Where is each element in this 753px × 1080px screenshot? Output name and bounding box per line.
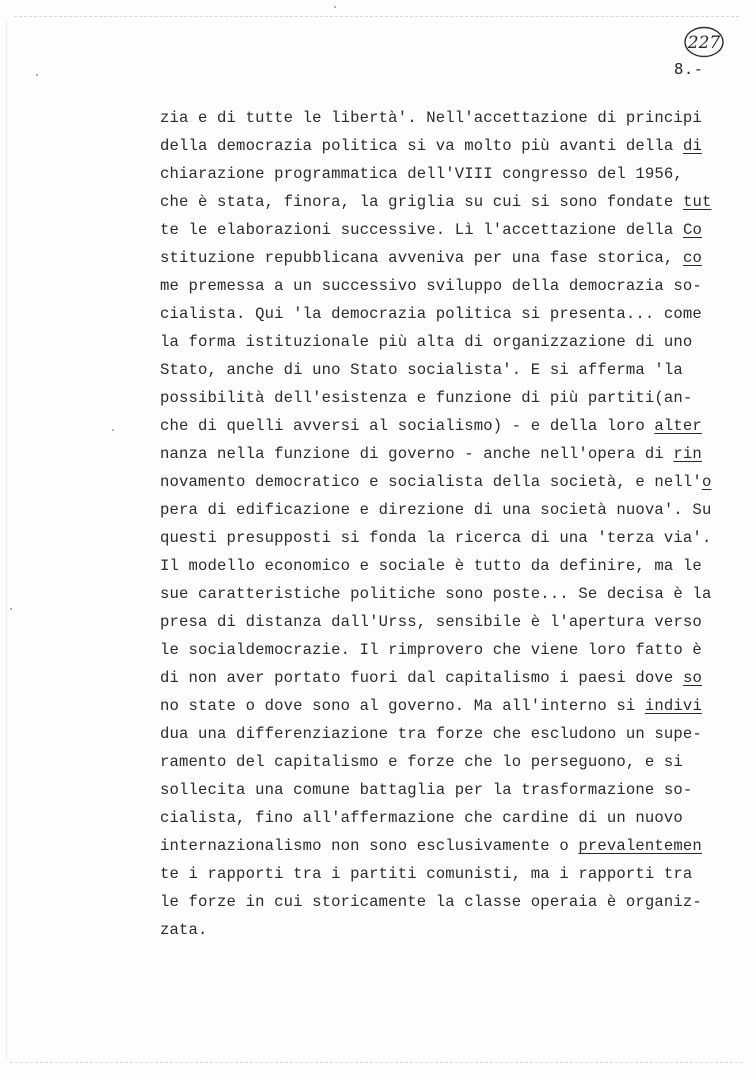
scan-speck [112,429,114,431]
underlined-hyphenation-fragment: so [682,669,702,687]
text-line-content: Il modello economico e sociale è tutto da definire, ma le [160,557,702,575]
text-line-content: internazionalismo non sono esclusivamente o [160,837,579,855]
text-line-content: Stato, anche di uno Stato socialista'. E si afferma 'la [160,361,683,379]
scan-bottom-edge [10,1062,743,1063]
text-line [160,916,720,944]
scan-speck [10,608,12,610]
text-line-content: che di quelli avversi al socialismo) - e della loro [160,417,655,435]
text-line-content: te le elaborazioni successive. Lì l'accettazione della [160,221,683,239]
text-line-content: sue caratteristiche politiche sono poste... Se decisa è la [160,585,712,603]
scan-top-edge [14,16,739,17]
underlined-hyphenation-fragment: co [682,249,702,267]
text-line-content: no state o dove sono al governo. Ma all'interno si [160,697,645,715]
stamp-circle-icon [683,25,725,59]
text-line-content: possibilità dell'esistenza e funzione di più partiti(an- [160,389,693,407]
text-line [160,384,720,412]
text-line-content: cialista, fino all'affermazione che cardine di un nuovo [160,809,683,827]
text-line [160,188,720,216]
text-line [160,888,720,916]
archive-stamp [683,25,725,59]
text-line-content: pera di edificazione e direzione di una società nuova'. Su [160,501,712,519]
underlined-hyphenation-fragment: rin [673,445,702,463]
scan-speck [334,6,336,8]
text-line [160,356,720,384]
text-line [160,104,720,132]
underlined-hyphenation-fragment: prevalentemen [578,837,702,855]
scan-left-edge [6,20,7,1060]
text-line [160,580,720,608]
underlined-hyphenation-fragment: tut [682,193,712,211]
text-line [160,608,720,636]
text-line-content: dua una differenziazione tra forze che escludono un supe- [160,725,702,743]
text-line-content: che è stata, finora, la griglia su cui si sono fondate [160,193,683,211]
text-line [160,272,720,300]
text-line [160,692,720,720]
underlined-hyphenation-fragment: di [682,137,702,155]
text-line [160,468,720,496]
body-text [160,104,720,944]
text-line [160,328,720,356]
text-line [160,244,720,272]
text-line [160,720,720,748]
text-line [160,496,720,524]
text-line-content: di non aver portato fuori dal capitalismo i paesi dove [160,669,683,687]
text-line-content: nanza nella funzione di governo - anche nell'opera di [160,445,674,463]
text-line [160,832,720,860]
text-line [160,552,720,580]
text-line [160,300,720,328]
text-line-content: me premessa a un successivo sviluppo della democrazia so- [160,277,702,295]
text-line-content: le forze in cui storicamente la classe operaia è organiz- [160,893,702,911]
text-line [160,160,720,188]
text-line-content: zia e di tutte le libertà'. Nell'accettazione di principi [160,109,702,127]
text-line-content: la forma istituzionale più alta di organizzazione di uno [160,333,693,351]
underlined-hyphenation-fragment: indivi [644,697,702,715]
text-line [160,216,720,244]
text-line-content: cialista. Qui 'la democrazia politica si presenta... come [160,305,702,323]
text-line-content: le socialdemocrazie. Il rimprovero che viene loro fatto è [160,641,702,659]
text-line [160,748,720,776]
text-line [160,412,720,440]
text-line-content: ramento del capitalismo e forze che lo perseguono, e si [160,753,683,771]
text-line [160,664,720,692]
text-line [160,636,720,664]
text-line-content: novamento democratico e socialista della società, e nell' [160,473,702,491]
text-line-content: stituzione repubblicana avveniva per una fase storica, [160,249,683,267]
text-line-content: chiarazione programmatica dell'VIII congresso del 1956, [160,165,683,183]
text-line [160,132,720,160]
text-line [160,524,720,552]
underlined-hyphenation-fragment: Co [682,221,702,239]
text-line-content: sollecita una comune battaglia per la trasformazione so- [160,781,693,799]
text-line-content: zata. [160,921,208,939]
scan-speck [36,74,38,76]
underlined-hyphenation-fragment: o [701,473,712,491]
text-line-content: questi presupposti si fonda la ricerca di una 'terza via'. [160,529,712,547]
text-line-content: presa di distanza dall'Urss, sensibile è l'apertura verso [160,613,702,631]
stamp-number: 227 [687,33,721,53]
underlined-hyphenation-fragment: alter [654,417,702,435]
page-number: 8.- [674,60,704,78]
text-line-content: te i rapporti tra i partiti comunisti, ma i rapporti tra [160,865,693,883]
text-line [160,860,720,888]
text-line [160,440,720,468]
text-line [160,804,720,832]
text-line-content: della democrazia politica si va molto più avanti della [160,137,683,155]
text-line [160,776,720,804]
